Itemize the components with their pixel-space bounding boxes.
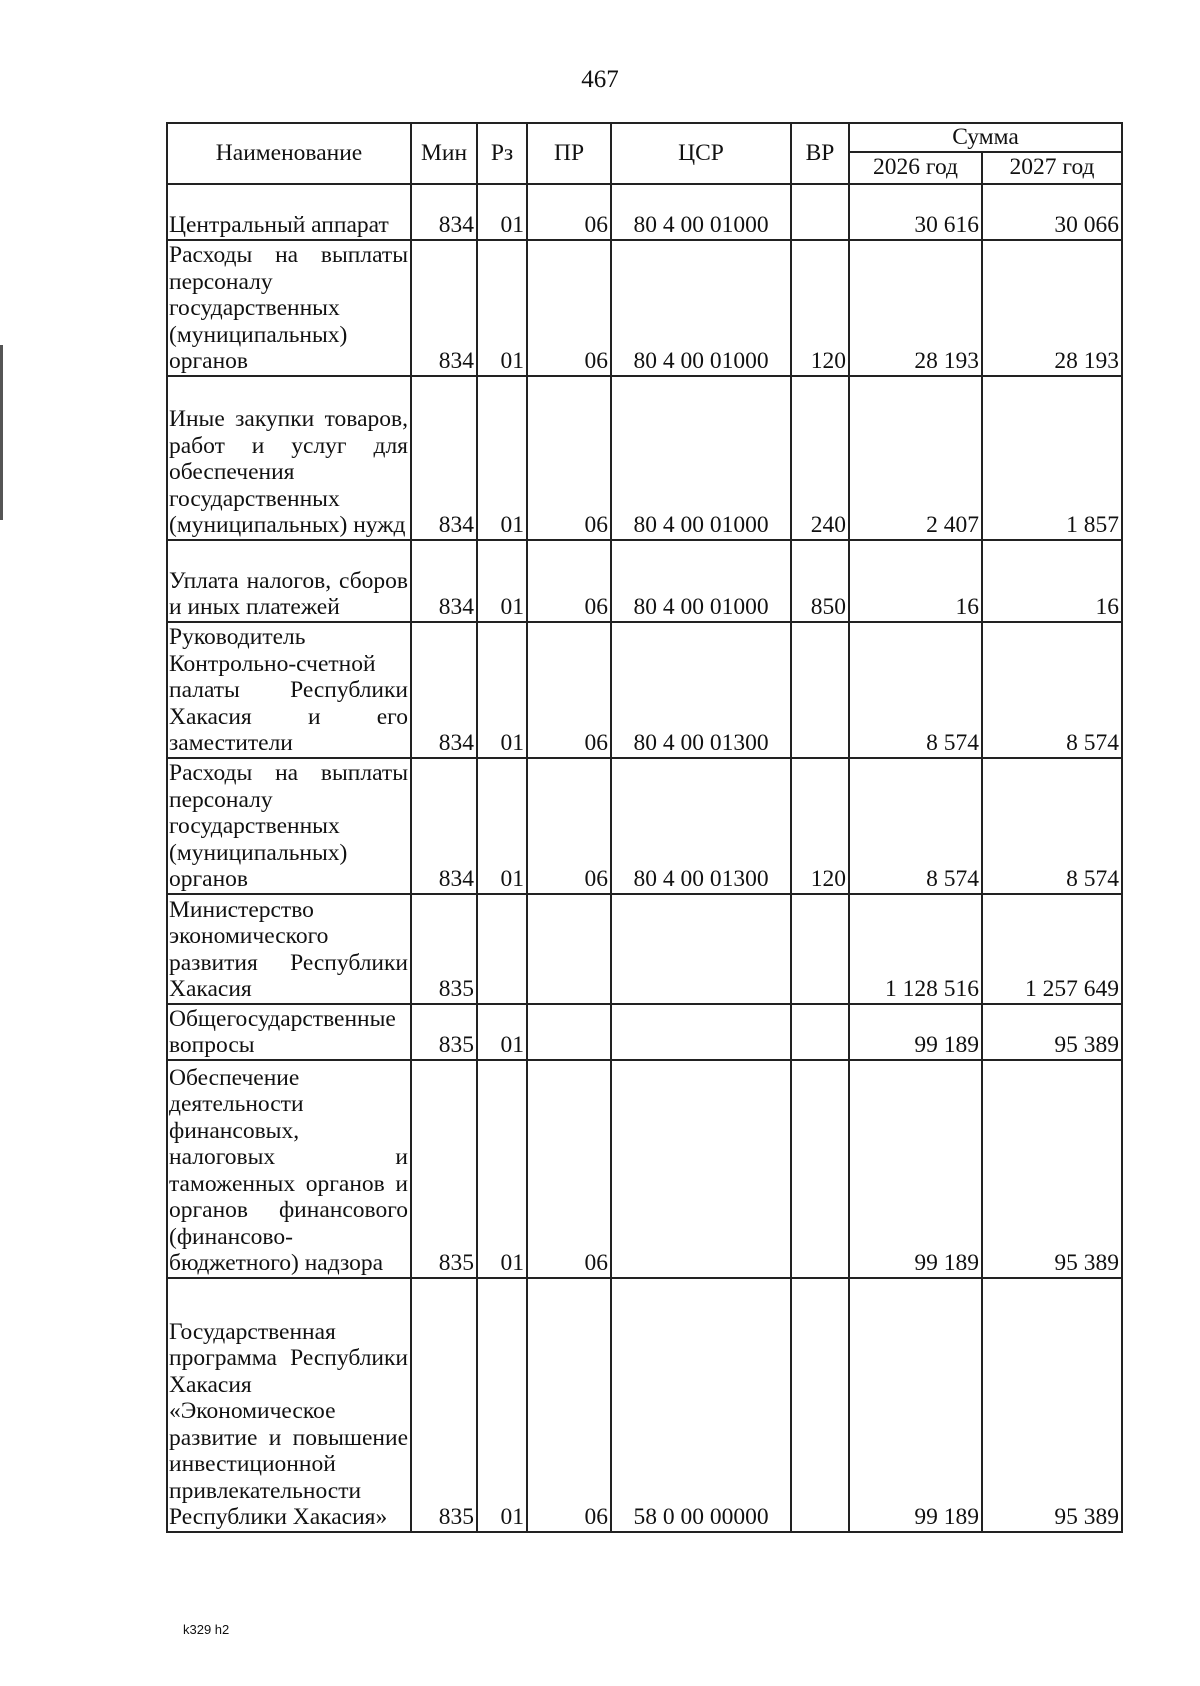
budget-table (166, 122, 1123, 1533)
cell-vr (791, 184, 849, 240)
cell-name: Иные закупки товаров, работ и услуг для обеспечения государственных (муниципальных) нужд (167, 376, 411, 540)
cell-csr: 80 4 00 01000 (611, 184, 791, 240)
header-pr: ПР (527, 123, 611, 184)
cell-2027: 8 574 (982, 622, 1122, 758)
cell-2027: 8 574 (982, 758, 1122, 894)
cell-pr: 06 (527, 758, 611, 894)
cell-name: Руководитель Контрольно-счетной палаты Республики Хакасия и его заместители (167, 622, 411, 758)
cell-2026: 99 189 (849, 1004, 982, 1060)
cell-min: 834 (411, 758, 477, 894)
cell-vr: 120 (791, 758, 849, 894)
cell-2026: 99 189 (849, 1060, 982, 1278)
cell-pr: 06 (527, 622, 611, 758)
table-row (167, 1278, 1122, 1532)
cell-rz: 01 (477, 1004, 527, 1060)
cell-csr (611, 1060, 791, 1278)
cell-rz: 01 (477, 376, 527, 540)
cell-min: 834 (411, 184, 477, 240)
header-rz: Рз (477, 123, 527, 184)
cell-rz: 01 (477, 1278, 527, 1532)
page-number: 467 (581, 66, 619, 93)
header-csr: ЦСР (611, 123, 791, 184)
cell-pr: 06 (527, 184, 611, 240)
cell-2026: 2 407 (849, 376, 982, 540)
cell-vr (791, 894, 849, 1004)
cell-2026: 8 574 (849, 758, 982, 894)
table-row (167, 184, 1122, 240)
cell-name: Расходы на выплаты персоналу государственных (муниципальных) органов (167, 758, 411, 894)
cell-2026: 99 189 (849, 1278, 982, 1532)
table-row (167, 240, 1122, 376)
cell-2026: 30 616 (849, 184, 982, 240)
table-row (167, 376, 1122, 540)
table-row (167, 894, 1122, 1004)
cell-min: 834 (411, 622, 477, 758)
cell-csr: 80 4 00 01300 (611, 758, 791, 894)
table-row (167, 1004, 1122, 1060)
cell-min: 834 (411, 240, 477, 376)
table-body (167, 184, 1122, 1532)
cell-rz: 01 (477, 540, 527, 622)
cell-min: 834 (411, 376, 477, 540)
cell-2027: 1 257 649 (982, 894, 1122, 1004)
cell-vr (791, 1004, 849, 1060)
cell-pr: 06 (527, 540, 611, 622)
cell-name: Центральный аппарат (167, 184, 411, 240)
cell-vr (791, 622, 849, 758)
table-row (167, 758, 1122, 894)
cell-name: Уплата налогов, сборов и иных платежей (167, 540, 411, 622)
footer-code: k329 h2 (183, 1622, 230, 1637)
header-vr: ВР (791, 123, 849, 184)
cell-2027: 95 389 (982, 1278, 1122, 1532)
cell-csr: 80 4 00 01000 (611, 540, 791, 622)
cell-2027: 95 389 (982, 1060, 1122, 1278)
cell-min: 835 (411, 1004, 477, 1060)
cell-2027: 28 193 (982, 240, 1122, 376)
table-row (167, 622, 1122, 758)
cell-csr (611, 1004, 791, 1060)
cell-2026: 16 (849, 540, 982, 622)
cell-vr (791, 1060, 849, 1278)
cell-min: 835 (411, 894, 477, 1004)
cell-pr (527, 894, 611, 1004)
cell-vr: 850 (791, 540, 849, 622)
cell-name: Министерство экономического развития Республики Хакасия (167, 894, 411, 1004)
cell-2026: 8 574 (849, 622, 982, 758)
table-row (167, 540, 1122, 622)
cell-name: Общегосударственные вопросы (167, 1004, 411, 1060)
cell-csr: 80 4 00 01000 (611, 376, 791, 540)
header-2027: 2027 год (982, 152, 1122, 184)
cell-rz: 01 (477, 184, 527, 240)
cell-2027: 16 (982, 540, 1122, 622)
cell-rz: 01 (477, 240, 527, 376)
header-sum: Сумма (849, 123, 1122, 152)
cell-csr: 80 4 00 01000 (611, 240, 791, 376)
table-row (167, 1060, 1122, 1278)
cell-pr: 06 (527, 1278, 611, 1532)
cell-rz: 01 (477, 1060, 527, 1278)
scan-edge-mark (0, 345, 3, 520)
cell-csr (611, 894, 791, 1004)
cell-rz: 01 (477, 622, 527, 758)
cell-vr: 120 (791, 240, 849, 376)
cell-name: Расходы на выплаты персоналу государственных (муниципальных) органов (167, 240, 411, 376)
cell-min: 835 (411, 1060, 477, 1278)
cell-2027: 95 389 (982, 1004, 1122, 1060)
cell-2027: 1 857 (982, 376, 1122, 540)
cell-rz: 01 (477, 758, 527, 894)
cell-pr (527, 1004, 611, 1060)
cell-min: 835 (411, 1278, 477, 1532)
cell-rz (477, 894, 527, 1004)
cell-pr: 06 (527, 376, 611, 540)
header-min: Мин (411, 123, 477, 184)
cell-vr: 240 (791, 376, 849, 540)
cell-csr: 58 0 00 00000 (611, 1278, 791, 1532)
cell-name: Государственная программа Республики Хакасия «Экономическое развитие и повышение инвестиционной привлекательности Республики Хакасия» (167, 1278, 411, 1532)
cell-2026: 1 128 516 (849, 894, 982, 1004)
cell-csr: 80 4 00 01300 (611, 622, 791, 758)
header-name: Наименование (167, 123, 411, 184)
cell-2027: 30 066 (982, 184, 1122, 240)
cell-vr (791, 1278, 849, 1532)
header-2026: 2026 год (849, 152, 982, 184)
cell-pr: 06 (527, 1060, 611, 1278)
cell-name: Обеспечение деятельности финансовых, налоговых и таможенных органов и органов финансового (финансово-бюджетного) надзора (167, 1060, 411, 1278)
cell-min: 834 (411, 540, 477, 622)
cell-2026: 28 193 (849, 240, 982, 376)
cell-pr: 06 (527, 240, 611, 376)
